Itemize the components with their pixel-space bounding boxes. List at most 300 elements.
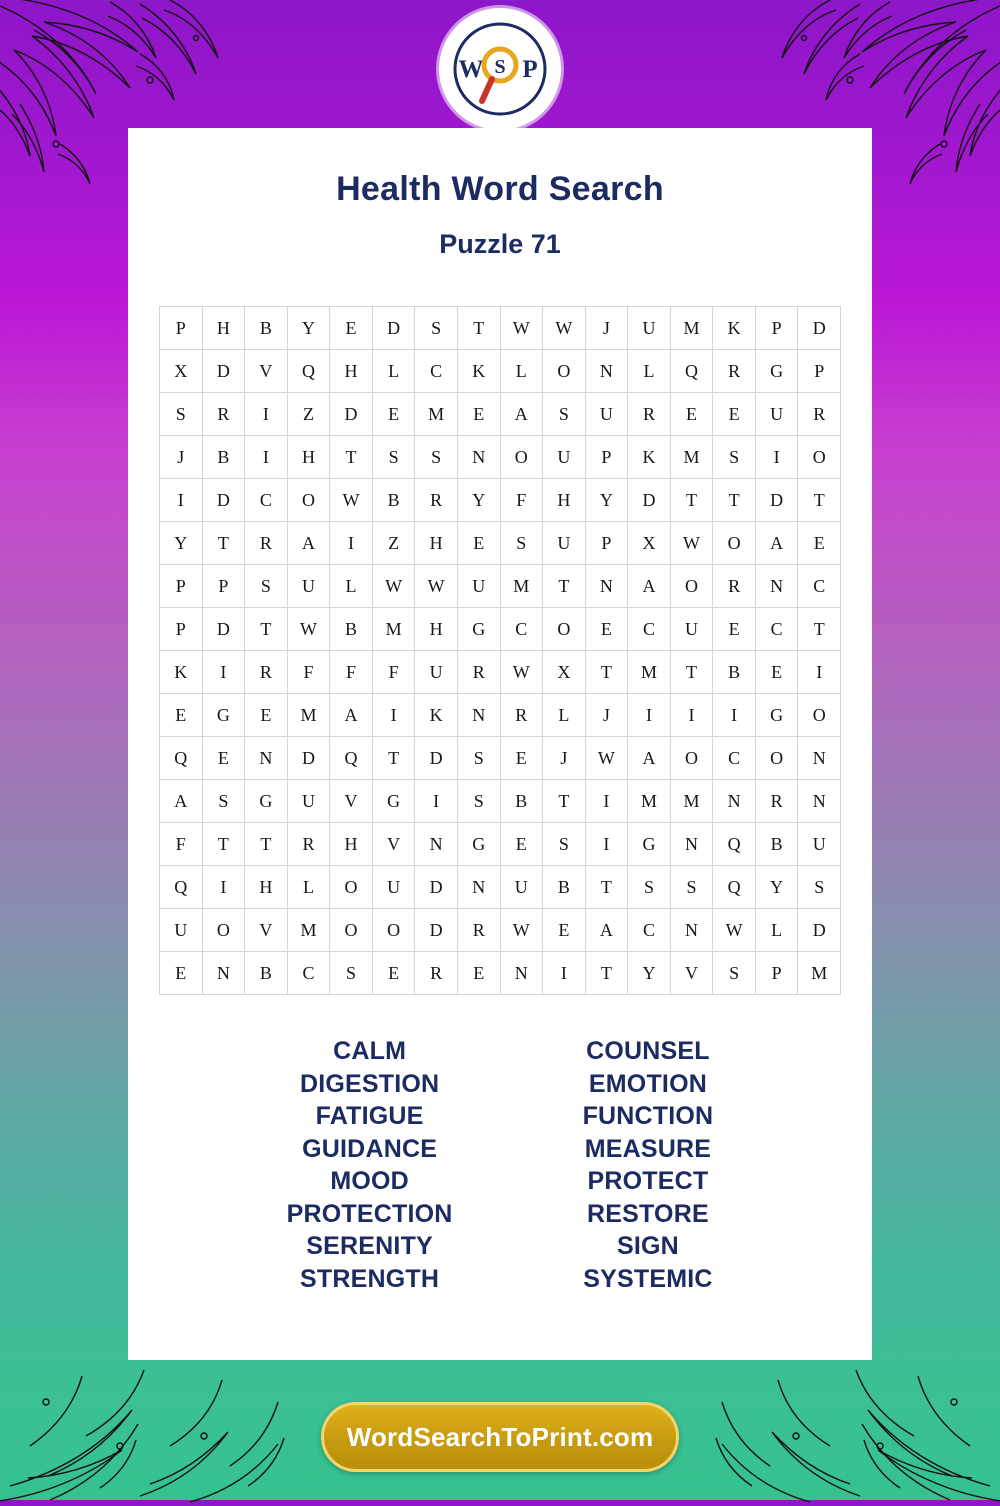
grid-cell[interactable]: L <box>628 350 671 393</box>
grid-cell[interactable]: D <box>415 737 458 780</box>
grid-cell[interactable]: B <box>713 651 756 694</box>
grid-cell[interactable]: U <box>543 436 586 479</box>
grid-cell[interactable]: R <box>415 952 458 995</box>
word-list-item: STRENGTH <box>300 1264 440 1293</box>
grid-row <box>160 694 841 737</box>
grid-cell[interactable]: W <box>330 479 373 522</box>
grid-row <box>160 436 841 479</box>
puzzle-number: Puzzle 71 <box>439 229 561 259</box>
word-list-item: SERENITY <box>306 1232 433 1260</box>
grid-cell[interactable]: O <box>798 694 841 737</box>
grid-cell[interactable]: N <box>415 823 458 866</box>
grid-row <box>160 823 841 866</box>
grid-cell[interactable]: L <box>755 909 798 952</box>
grid-row <box>160 952 841 995</box>
grid-cell[interactable]: T <box>330 436 373 479</box>
word-list-item: EMOTION <box>588 1069 707 1098</box>
grid-cell[interactable]: Z <box>372 522 415 565</box>
grid-cell[interactable]: E <box>670 393 713 436</box>
word-list-item: COUNSEL <box>586 1037 710 1065</box>
grid-cell[interactable]: S <box>330 952 373 995</box>
grid-cell[interactable]: S <box>160 393 203 436</box>
grid-cell[interactable]: T <box>245 823 288 866</box>
puzzle-sheet <box>128 128 872 1360</box>
word-list-item: GUIDANCE <box>302 1134 438 1163</box>
grid-cell[interactable]: U <box>755 393 798 436</box>
grid-cell[interactable]: A <box>330 694 373 737</box>
grid-cell[interactable]: S <box>500 522 543 565</box>
grid-cell[interactable]: N <box>670 823 713 866</box>
grid-cell[interactable]: E <box>713 608 756 651</box>
grid-cell[interactable]: W <box>500 909 543 952</box>
grid-cell[interactable]: H <box>543 479 586 522</box>
grid-cell[interactable]: A <box>160 780 203 823</box>
grid-cell[interactable]: C <box>415 350 458 393</box>
grid-cell[interactable]: R <box>202 393 245 436</box>
grid-cell[interactable]: D <box>755 479 798 522</box>
word-list-item: SYSTEMIC <box>583 1264 713 1293</box>
grid-cell[interactable]: I <box>755 436 798 479</box>
grid-cell[interactable]: D <box>415 909 458 952</box>
grid-cell[interactable]: K <box>457 350 500 393</box>
grid-cell[interactable]: E <box>585 608 628 651</box>
grid-cell[interactable]: D <box>798 307 841 350</box>
grid-cell[interactable]: B <box>245 952 288 995</box>
grid-cell[interactable]: I <box>372 694 415 737</box>
grid-cell[interactable]: G <box>202 694 245 737</box>
grid-cell[interactable]: O <box>543 608 586 651</box>
grid-cell[interactable]: W <box>415 565 458 608</box>
grid-cell[interactable]: R <box>713 350 756 393</box>
grid-cell[interactable]: T <box>245 608 288 651</box>
grid-cell[interactable]: W <box>670 522 713 565</box>
grid-cell[interactable]: W <box>713 909 756 952</box>
grid-cell[interactable]: N <box>457 436 500 479</box>
grid-cell[interactable]: I <box>628 694 671 737</box>
grid-cell[interactable]: S <box>798 866 841 909</box>
grid-cell[interactable]: R <box>457 651 500 694</box>
grid-cell[interactable]: N <box>457 866 500 909</box>
grid-cell[interactable]: B <box>755 823 798 866</box>
grid-cell[interactable]: O <box>287 479 330 522</box>
grid-cell[interactable]: C <box>798 565 841 608</box>
grid-cell[interactable]: O <box>372 909 415 952</box>
grid-cell[interactable]: W <box>500 651 543 694</box>
grid-cell[interactable]: B <box>372 479 415 522</box>
grid-cell[interactable]: N <box>713 780 756 823</box>
grid-cell[interactable]: C <box>245 479 288 522</box>
grid-cell[interactable]: I <box>543 952 586 995</box>
grid-cell[interactable]: R <box>628 393 671 436</box>
grid-cell[interactable]: N <box>500 952 543 995</box>
grid-cell[interactable]: M <box>628 780 671 823</box>
grid-cell[interactable]: A <box>500 393 543 436</box>
word-list-item: FATIGUE <box>315 1102 424 1130</box>
grid-cell[interactable]: D <box>372 307 415 350</box>
grid-cell[interactable]: F <box>160 823 203 866</box>
grid-cell[interactable]: P <box>585 522 628 565</box>
grid-cell[interactable]: O <box>670 565 713 608</box>
grid-cell[interactable]: U <box>798 823 841 866</box>
grid-cell[interactable]: V <box>372 823 415 866</box>
corner-flourish-bottom-right <box>710 1351 1000 1506</box>
grid-cell[interactable]: Q <box>160 866 203 909</box>
grid-cell[interactable]: E <box>245 694 288 737</box>
grid-cell[interactable]: P <box>160 307 203 350</box>
grid-cell[interactable]: K <box>713 307 756 350</box>
grid-cell[interactable]: I <box>415 780 458 823</box>
grid-cell[interactable]: U <box>585 393 628 436</box>
grid-cell[interactable]: P <box>755 952 798 995</box>
magnifier-icon <box>448 17 552 121</box>
grid-cell[interactable]: U <box>287 780 330 823</box>
grid-cell[interactable]: G <box>755 694 798 737</box>
grid-row <box>160 350 841 393</box>
word-list-item: RESTORE <box>587 1199 709 1228</box>
grid-cell[interactable]: I <box>585 823 628 866</box>
grid-cell[interactable]: J <box>585 307 628 350</box>
grid-cell[interactable]: O <box>713 522 756 565</box>
grid-cell[interactable]: W <box>585 737 628 780</box>
grid-cell[interactable]: W <box>543 307 586 350</box>
grid-cell[interactable]: E <box>160 694 203 737</box>
svg-text:W: W <box>458 56 484 83</box>
grid-cell[interactable]: R <box>713 565 756 608</box>
grid-cell[interactable]: R <box>755 780 798 823</box>
grid-cell[interactable]: I <box>713 694 756 737</box>
grid-cell[interactable]: I <box>798 651 841 694</box>
grid-cell[interactable]: T <box>543 780 586 823</box>
word-list-item: DIGESTION <box>299 1069 440 1098</box>
grid-cell[interactable]: D <box>628 479 671 522</box>
grid-cell[interactable]: D <box>330 393 373 436</box>
grid-cell[interactable]: P <box>160 565 203 608</box>
grid-cell[interactable]: T <box>798 479 841 522</box>
grid-cell[interactable]: L <box>543 694 586 737</box>
grid-cell[interactable]: U <box>457 565 500 608</box>
grid-cell[interactable]: I <box>585 780 628 823</box>
grid-cell[interactable]: O <box>543 350 586 393</box>
grid-cell[interactable]: E <box>372 952 415 995</box>
grid-cell[interactable]: E <box>713 393 756 436</box>
grid-cell[interactable]: S <box>372 436 415 479</box>
grid-cell[interactable]: C <box>500 608 543 651</box>
grid-cell[interactable]: Y <box>457 479 500 522</box>
grid-cell[interactable]: E <box>457 952 500 995</box>
grid-cell[interactable]: J <box>160 436 203 479</box>
grid-cell[interactable]: H <box>245 866 288 909</box>
grid-cell[interactable]: E <box>798 522 841 565</box>
grid-cell[interactable]: W <box>500 307 543 350</box>
grid-cell[interactable]: B <box>330 608 373 651</box>
grid-cell[interactable]: C <box>628 608 671 651</box>
grid-cell[interactable]: O <box>755 737 798 780</box>
grid-cell[interactable]: Q <box>160 737 203 780</box>
grid-cell[interactable]: O <box>202 909 245 952</box>
grid-cell[interactable]: S <box>457 780 500 823</box>
grid-cell[interactable]: R <box>798 393 841 436</box>
grid-cell[interactable]: U <box>160 909 203 952</box>
grid-cell[interactable]: T <box>202 823 245 866</box>
grid-cell[interactable]: I <box>245 393 288 436</box>
grid-cell[interactable]: N <box>755 565 798 608</box>
word-list-item: PROTECTION <box>286 1199 453 1228</box>
grid-cell[interactable]: M <box>287 694 330 737</box>
grid-cell[interactable]: Q <box>287 350 330 393</box>
grid-cell[interactable]: D <box>415 866 458 909</box>
grid-cell[interactable]: S <box>202 780 245 823</box>
grid-cell[interactable]: O <box>500 436 543 479</box>
website-badge[interactable] <box>321 1402 679 1472</box>
grid-cell[interactable]: G <box>457 608 500 651</box>
grid-cell[interactable]: D <box>287 737 330 780</box>
grid-cell[interactable]: J <box>543 737 586 780</box>
grid-cell[interactable]: A <box>287 522 330 565</box>
grid-cell[interactable]: Z <box>287 393 330 436</box>
grid-cell[interactable]: M <box>670 436 713 479</box>
grid-cell[interactable]: I <box>670 694 713 737</box>
grid-cell[interactable]: J <box>585 694 628 737</box>
grid-cell[interactable]: R <box>245 522 288 565</box>
grid-cell[interactable]: T <box>670 479 713 522</box>
grid-cell[interactable]: E <box>330 307 373 350</box>
grid-cell[interactable]: L <box>372 350 415 393</box>
grid-row <box>160 608 841 651</box>
word-search-grid[interactable] <box>159 306 841 995</box>
grid-cell[interactable]: L <box>330 565 373 608</box>
grid-cell[interactable]: B <box>202 436 245 479</box>
grid-cell[interactable]: P <box>160 608 203 651</box>
website-url-text: WordSearchToPrint.com <box>346 1421 654 1452</box>
grid-cell[interactable]: S <box>415 307 458 350</box>
grid-cell[interactable]: V <box>670 952 713 995</box>
grid-cell[interactable]: I <box>245 436 288 479</box>
grid-cell[interactable]: K <box>628 436 671 479</box>
word-list-item: CALM <box>333 1037 407 1065</box>
word-list-column-right <box>583 1035 714 1295</box>
grid-cell[interactable]: H <box>415 608 458 651</box>
grid-cell[interactable]: F <box>287 651 330 694</box>
grid-cell[interactable]: T <box>543 565 586 608</box>
grid-row <box>160 909 841 952</box>
grid-row <box>160 522 841 565</box>
grid-cell[interactable]: G <box>755 350 798 393</box>
grid-cell[interactable]: W <box>287 608 330 651</box>
grid-cell[interactable]: H <box>415 522 458 565</box>
grid-cell[interactable]: E <box>543 909 586 952</box>
grid-cell[interactable]: Y <box>160 522 203 565</box>
grid-cell[interactable]: E <box>457 393 500 436</box>
corner-flourish-bottom-left <box>0 1351 290 1506</box>
grid-cell[interactable]: S <box>713 436 756 479</box>
grid-cell[interactable]: I <box>160 479 203 522</box>
grid-cell[interactable]: T <box>798 608 841 651</box>
grid-cell[interactable]: S <box>415 436 458 479</box>
grid-cell[interactable]: X <box>543 651 586 694</box>
grid-cell[interactable]: H <box>330 823 373 866</box>
grid-cell[interactable]: D <box>202 608 245 651</box>
grid-cell[interactable]: Y <box>755 866 798 909</box>
grid-cell[interactable]: B <box>500 780 543 823</box>
grid-cell[interactable]: T <box>713 479 756 522</box>
grid-cell[interactable]: X <box>628 522 671 565</box>
grid-cell[interactable]: C <box>287 952 330 995</box>
grid-cell[interactable]: K <box>415 694 458 737</box>
grid-cell[interactable]: N <box>798 737 841 780</box>
grid-cell[interactable]: N <box>245 737 288 780</box>
grid-cell[interactable]: O <box>798 436 841 479</box>
grid-cell[interactable]: R <box>245 651 288 694</box>
grid-cell[interactable]: T <box>585 866 628 909</box>
word-list-item: PROTECT <box>587 1167 709 1195</box>
grid-cell[interactable]: P <box>798 350 841 393</box>
grid-cell[interactable]: V <box>245 350 288 393</box>
grid-cell[interactable]: Y <box>628 952 671 995</box>
grid-cell[interactable]: M <box>670 307 713 350</box>
grid-cell[interactable]: T <box>585 651 628 694</box>
grid-cell[interactable]: E <box>202 737 245 780</box>
grid-cell[interactable]: M <box>628 651 671 694</box>
grid-cell[interactable]: Y <box>585 479 628 522</box>
grid-cell[interactable]: U <box>372 866 415 909</box>
grid-cell[interactable]: N <box>585 350 628 393</box>
grid-cell[interactable]: T <box>457 307 500 350</box>
grid-cell[interactable]: H <box>202 307 245 350</box>
grid-cell[interactable]: L <box>287 866 330 909</box>
grid-cell[interactable]: E <box>372 393 415 436</box>
grid-cell[interactable]: S <box>543 393 586 436</box>
grid-cell[interactable]: M <box>670 780 713 823</box>
grid-cell[interactable]: T <box>585 952 628 995</box>
grid-cell[interactable]: C <box>755 608 798 651</box>
grid-row <box>160 479 841 522</box>
grid-cell[interactable]: M <box>287 909 330 952</box>
grid-cell[interactable]: M <box>415 393 458 436</box>
grid-cell[interactable]: R <box>500 694 543 737</box>
grid-cell[interactable]: Q <box>330 737 373 780</box>
grid-cell[interactable]: Y <box>287 307 330 350</box>
grid-row <box>160 565 841 608</box>
grid-cell[interactable]: K <box>160 651 203 694</box>
grid-cell[interactable]: T <box>670 651 713 694</box>
grid-cell[interactable]: C <box>713 737 756 780</box>
grid-cell[interactable]: Q <box>713 823 756 866</box>
grid-cell[interactable]: D <box>798 909 841 952</box>
grid-cell[interactable]: I <box>202 866 245 909</box>
grid-cell[interactable]: F <box>372 651 415 694</box>
grid-cell[interactable]: F <box>500 479 543 522</box>
grid-cell[interactable]: G <box>245 780 288 823</box>
grid-cell[interactable]: S <box>457 737 500 780</box>
grid-cell[interactable]: T <box>202 522 245 565</box>
grid-cell[interactable]: E <box>500 737 543 780</box>
grid-cell[interactable]: N <box>457 694 500 737</box>
grid-cell[interactable]: S <box>670 866 713 909</box>
grid-cell[interactable]: D <box>202 479 245 522</box>
grid-cell[interactable]: B <box>543 866 586 909</box>
grid-cell[interactable]: P <box>585 436 628 479</box>
grid-cell[interactable]: S <box>713 952 756 995</box>
grid-cell[interactable]: R <box>287 823 330 866</box>
grid-cell[interactable]: S <box>628 866 671 909</box>
grid-cell[interactable]: O <box>330 866 373 909</box>
grid-cell[interactable]: U <box>500 866 543 909</box>
grid-row <box>160 780 841 823</box>
site-logo <box>439 8 561 130</box>
grid-cell[interactable]: E <box>457 522 500 565</box>
grid-cell[interactable]: U <box>287 565 330 608</box>
grid-cell[interactable]: M <box>372 608 415 651</box>
grid-cell[interactable]: D <box>202 350 245 393</box>
grid-cell[interactable]: I <box>202 651 245 694</box>
grid-cell[interactable]: G <box>372 780 415 823</box>
grid-cell[interactable]: U <box>670 608 713 651</box>
grid-cell[interactable]: P <box>755 307 798 350</box>
grid-row <box>160 393 841 436</box>
grid-cell[interactable]: M <box>798 952 841 995</box>
grid-cell[interactable]: A <box>628 565 671 608</box>
grid-cell[interactable]: E <box>500 823 543 866</box>
grid-cell[interactable]: H <box>330 350 373 393</box>
grid-cell[interactable]: X <box>160 350 203 393</box>
grid-cell[interactable]: A <box>755 522 798 565</box>
grid-cell[interactable]: W <box>372 565 415 608</box>
grid-cell[interactable]: V <box>330 780 373 823</box>
grid-row <box>160 866 841 909</box>
svg-text:P: P <box>522 56 538 83</box>
grid-cell[interactable]: I <box>330 522 373 565</box>
word-list-item: MOOD <box>330 1167 409 1195</box>
word-list-item: SIGN <box>616 1232 679 1260</box>
grid-cell[interactable]: P <box>202 565 245 608</box>
grid-cell[interactable]: N <box>202 952 245 995</box>
grid-cell[interactable]: U <box>543 522 586 565</box>
grid-cell[interactable]: Q <box>670 350 713 393</box>
grid-cell[interactable]: R <box>415 479 458 522</box>
grid-cell[interactable]: U <box>415 651 458 694</box>
grid-cell[interactable]: S <box>245 565 288 608</box>
word-list <box>180 1035 820 1295</box>
grid-cell[interactable]: E <box>755 651 798 694</box>
grid-cell[interactable]: O <box>670 737 713 780</box>
grid-cell[interactable]: U <box>628 307 671 350</box>
grid-cell[interactable]: G <box>457 823 500 866</box>
grid-cell[interactable]: F <box>330 651 373 694</box>
grid-cell[interactable]: V <box>245 909 288 952</box>
svg-text:S: S <box>494 56 506 78</box>
word-list-item: FUNCTION <box>582 1102 714 1130</box>
grid-cell[interactable]: R <box>457 909 500 952</box>
grid-cell[interactable]: T <box>372 737 415 780</box>
grid-cell[interactable]: L <box>500 350 543 393</box>
grid-cell[interactable]: N <box>670 909 713 952</box>
grid-cell[interactable]: Q <box>713 866 756 909</box>
grid-cell[interactable]: A <box>628 737 671 780</box>
grid-cell[interactable]: G <box>628 823 671 866</box>
grid-cell[interactable]: N <box>798 780 841 823</box>
page-title: Health Word Search <box>336 170 664 208</box>
word-list-item: MEASURE <box>584 1134 712 1163</box>
grid-cell[interactable]: H <box>287 436 330 479</box>
grid-cell[interactable]: O <box>330 909 373 952</box>
grid-cell[interactable]: A <box>585 909 628 952</box>
grid-cell[interactable]: B <box>245 307 288 350</box>
grid-cell[interactable]: S <box>543 823 586 866</box>
grid-cell[interactable]: N <box>585 565 628 608</box>
grid-cell[interactable]: C <box>628 909 671 952</box>
grid-cell[interactable]: M <box>500 565 543 608</box>
grid-cell[interactable]: E <box>160 952 203 995</box>
